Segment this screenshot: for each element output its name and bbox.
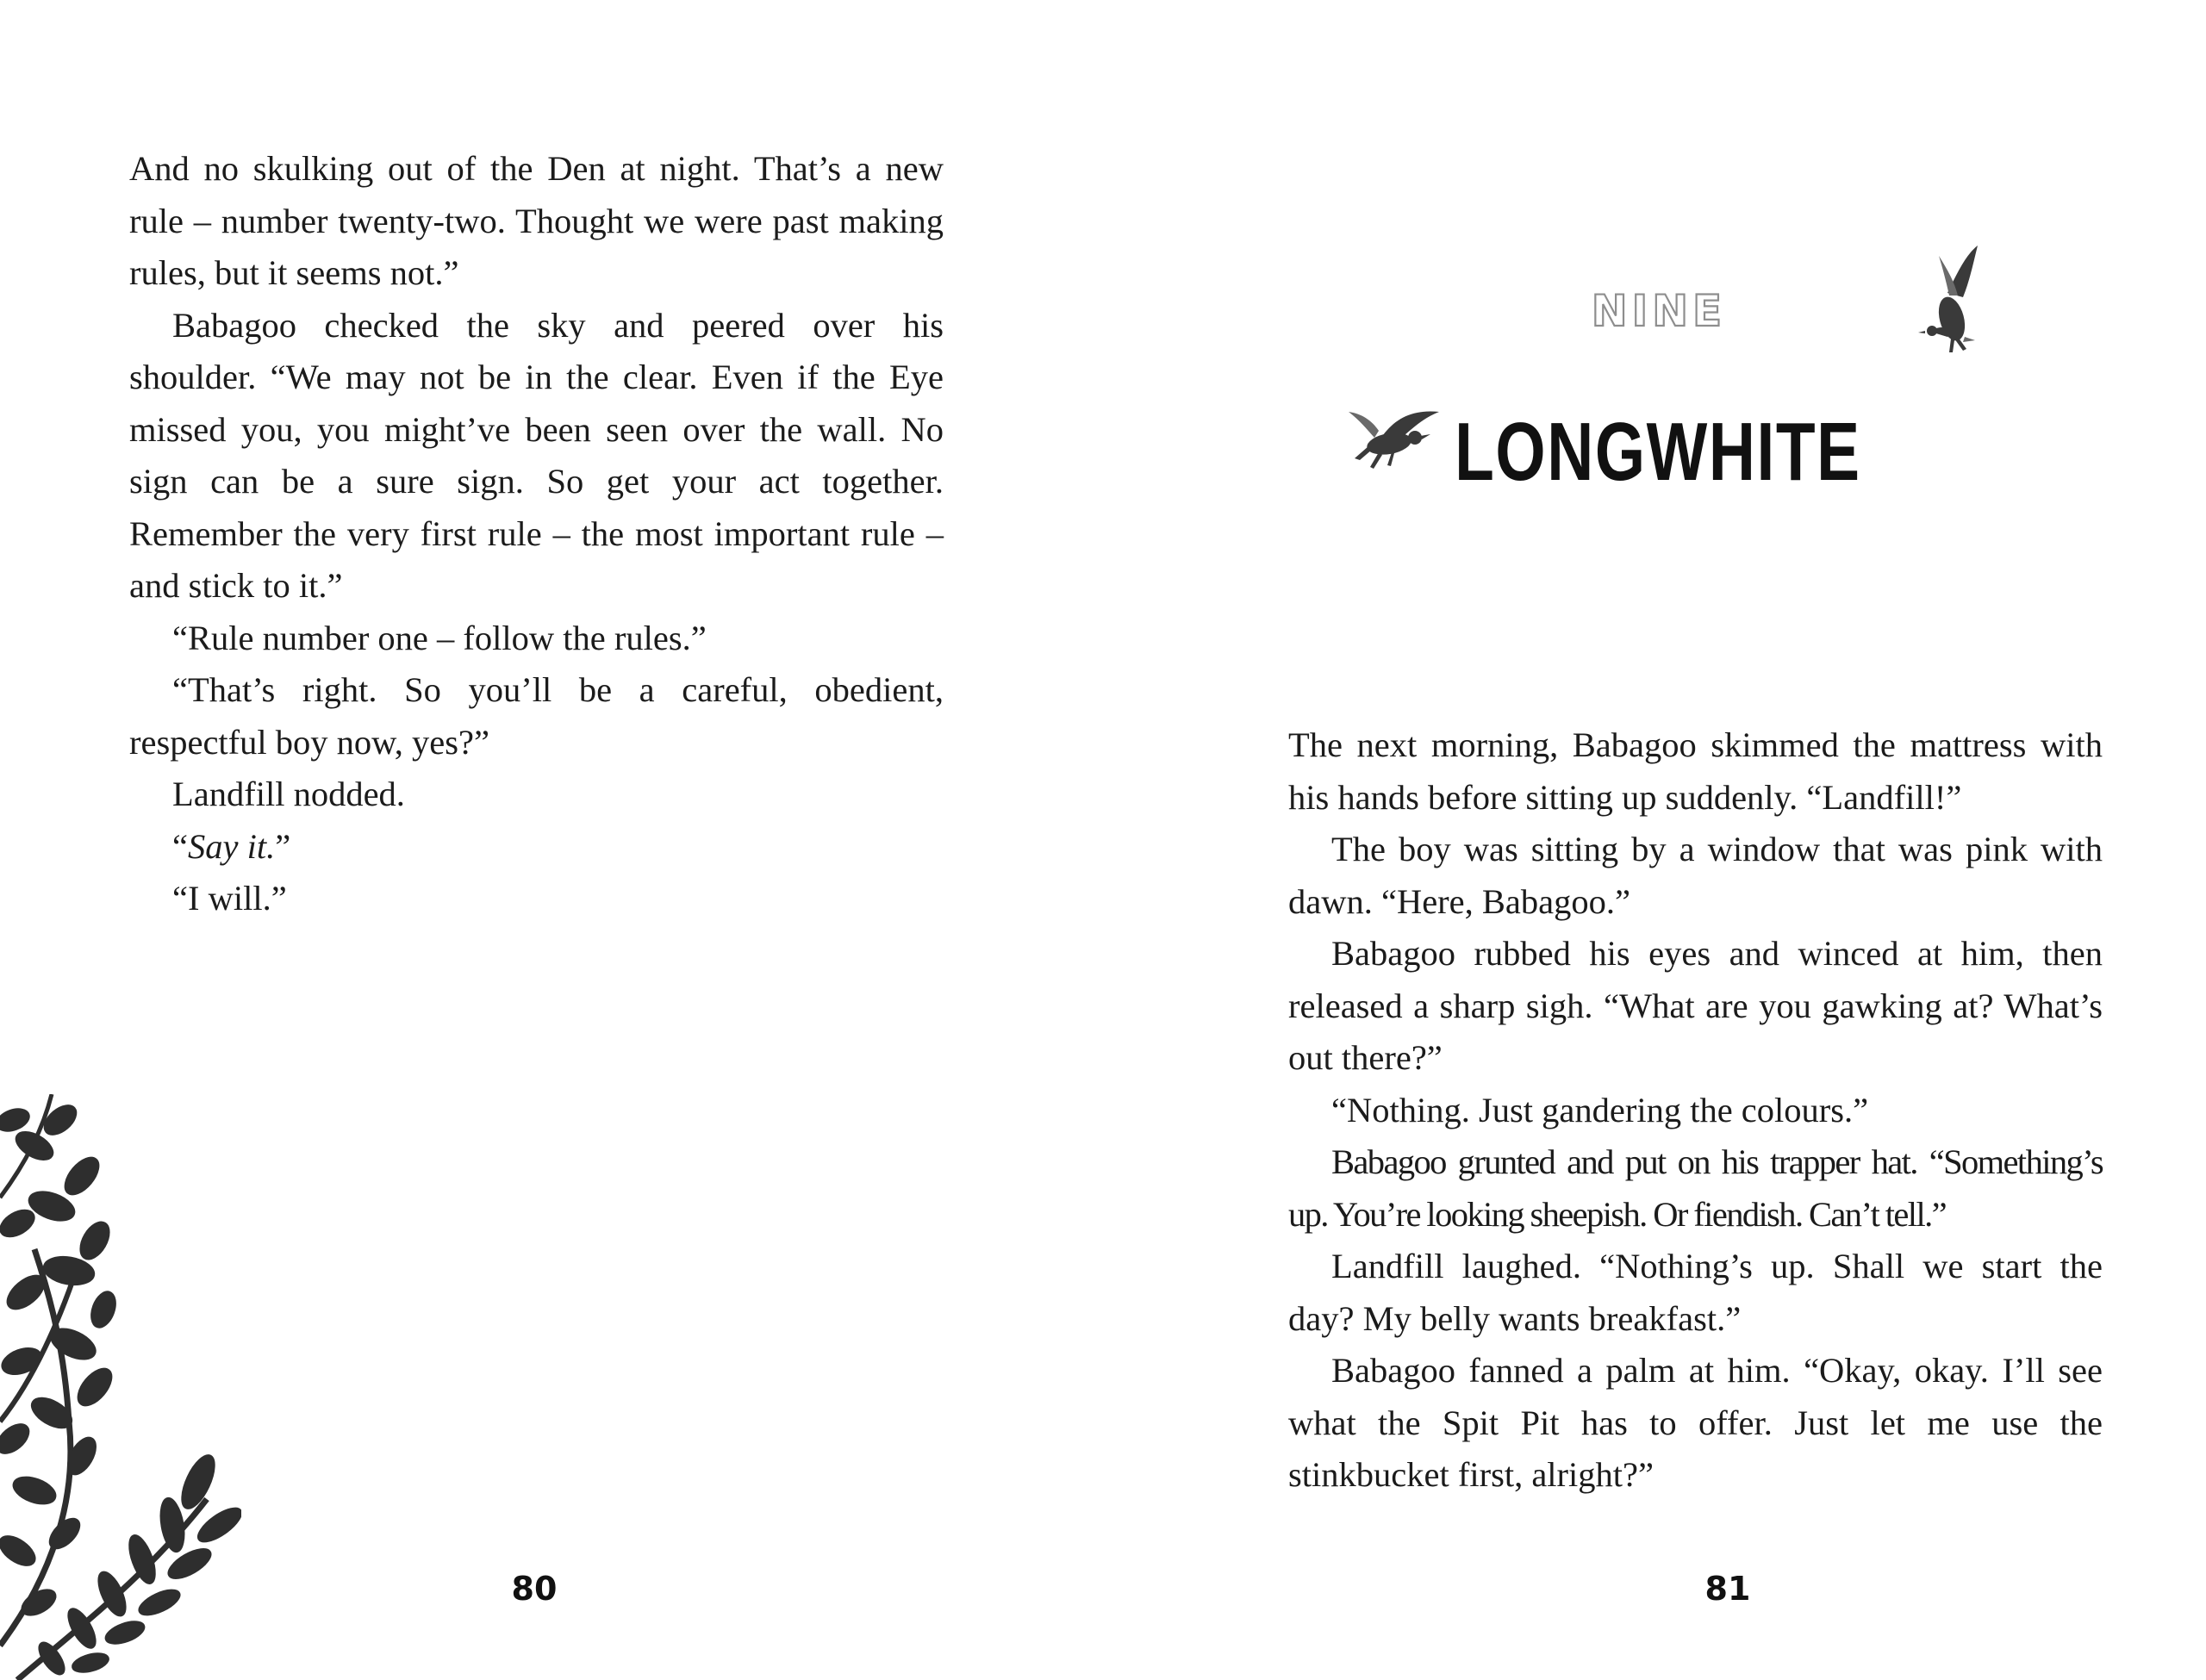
paragraph: Babagoo fanned a palm at him. “Okay, okay. I’ll see what the Spit Pit has to offer. Just let me use the stinkbucket first, alright?” — [1288, 1351, 2103, 1494]
paragraph-say-it — [129, 821, 944, 874]
paragraph: The boy was sitting by a window that was pink with dawn. “Here, Babagoo.” — [1288, 830, 2103, 921]
chapter-title: LONGWHITE — [1455, 406, 1861, 498]
paragraph: “Nothing. Just gandering the colours.” — [1331, 1090, 1869, 1129]
paragraph: The next morning, Babagoo skimmed the mattress with his hands before sitting up suddenly. “Landfill!” — [1288, 725, 2103, 817]
chapter-number: NINE — [1591, 286, 1727, 336]
seagull-icon — [1913, 246, 1991, 358]
paragraph: And no skulking out of the Den at night. That’s a new rule – number twenty-two. Thought we were past making rules, but it seems not.” — [129, 149, 944, 292]
paragraph: “That’s right. So you’ll be a careful, obedient, respectful boy now, yes?” — [129, 670, 944, 762]
foliage-illustration-icon — [0, 1094, 241, 1680]
open-quote: “ — [172, 826, 188, 866]
paragraph: Babagoo grunted and put on his trapper hat. “Something’s up. You’re looking sheepish. Or fiendish. Can’t tell.” — [1288, 1142, 2103, 1234]
paragraph: Landfill nodded. — [172, 775, 405, 813]
italic-phrase: Say it. — [187, 826, 276, 866]
page-number: 80 — [511, 1570, 558, 1608]
close-quote: ” — [275, 826, 291, 866]
paragraph: Babagoo rubbed his eyes and winced at him, then released a sharp sigh. “What are you gawking at? What’s out there?” — [1288, 934, 2103, 1077]
paragraph: Babagoo checked the sky and peered over his shoulder. “We may not be in the clear. Even if the Eye missed you, you might’ve been seen over the wall. No sign can be a sure sign. So get your act together. Remember the very first rule – the most important rule – and stick to it.” — [129, 305, 944, 605]
paragraph: “I will.” — [172, 879, 287, 918]
left-page-text — [129, 143, 944, 925]
paragraph: “Rule number one – follow the rules.” — [172, 618, 707, 657]
right-page-text — [1288, 719, 2103, 1502]
page-number: 81 — [1704, 1570, 1751, 1608]
right-page — [1103, 0, 2206, 1680]
paragraph: Landfill laughed. “Nothing’s up. Shall we start the day? My belly wants breakfast.” — [1288, 1247, 2103, 1338]
